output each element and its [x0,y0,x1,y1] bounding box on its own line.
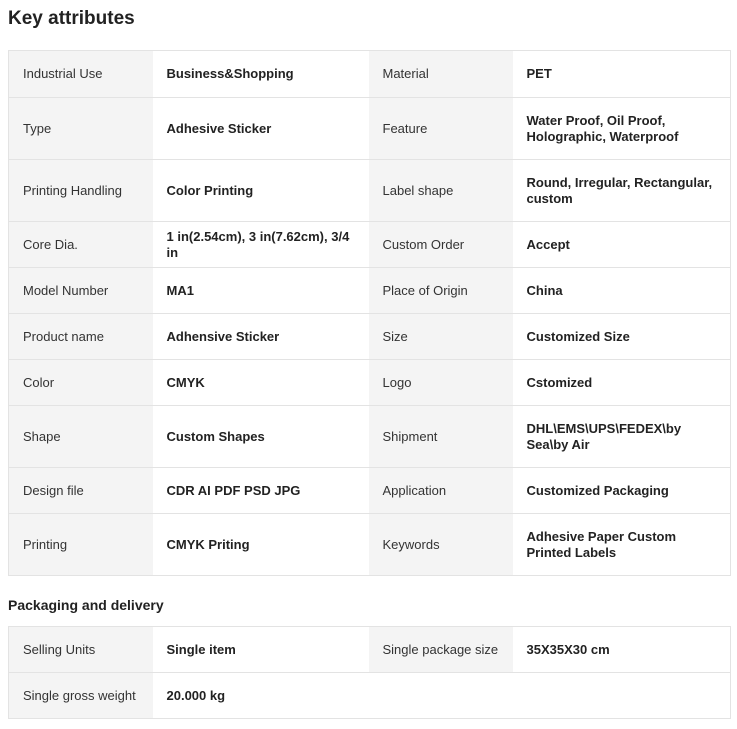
attribute-label: Custom Order [369,222,513,268]
attribute-value: Single item [153,627,369,673]
attribute-label: Color [9,360,153,406]
table-row [9,360,731,406]
attribute-value: Adhensive Sticker [153,314,369,360]
attribute-value: Cstomized [513,360,731,406]
attribute-value: Adhesive Paper Custom Printed Labels [513,514,731,576]
key-attributes-title: Key attributes [8,8,135,29]
attribute-label: Printing Handling [9,160,153,222]
table-row [9,673,731,719]
key-attributes-table [8,50,731,576]
table-row [9,468,731,514]
table-row [9,222,731,268]
attribute-label: Keywords [369,514,513,576]
attribute-value: Accept [513,222,731,268]
attribute-value: CMYK Priting [153,514,369,576]
attribute-value: Custom Shapes [153,406,369,468]
attribute-label: Printing [9,514,153,576]
attribute-label: Industrial Use [9,51,153,98]
attribute-value: Customized Packaging [513,468,731,514]
attribute-label: Label shape [369,160,513,222]
attribute-label: Type [9,98,153,160]
attribute-value: CMYK [153,360,369,406]
table-row [9,627,731,673]
attribute-label: Material [369,51,513,98]
empty-cell [369,673,731,719]
table-row [9,51,731,98]
table-row [9,268,731,314]
attribute-value: 20.000 kg [153,673,369,719]
attribute-value: CDR AI PDF PSD JPG [153,468,369,514]
attribute-value: 35X35X30 cm [513,627,731,673]
attribute-label: Logo [369,360,513,406]
table-row [9,514,731,576]
table-row [9,406,731,468]
attribute-label: Application [369,468,513,514]
attribute-value: Round, Irregular, Rectangular, custom [513,160,731,222]
attribute-value: PET [513,51,731,98]
attribute-value: Color Printing [153,160,369,222]
attribute-label: Feature [369,98,513,160]
attribute-value: Adhesive Sticker [153,98,369,160]
table-row [9,160,731,222]
attribute-value: Customized Size [513,314,731,360]
attribute-label: Place of Origin [369,268,513,314]
attribute-label: Design file [9,468,153,514]
attribute-label: Shape [9,406,153,468]
attribute-label: Single gross weight [9,673,153,719]
attribute-label: Model Number [9,268,153,314]
attribute-value: MA1 [153,268,369,314]
attribute-label: Core Dia. [9,222,153,268]
attribute-value: Business&Shopping [153,51,369,98]
attribute-label: Size [369,314,513,360]
attribute-label: Shipment [369,406,513,468]
table-row [9,98,731,160]
attribute-label: Single package size [369,627,513,673]
attribute-label: Selling Units [9,627,153,673]
packaging-delivery-title: Packaging and delivery [8,597,164,613]
attribute-label: Product name [9,314,153,360]
attribute-value: 1 in(2.54cm), 3 in(7.62cm), 3/4 in [153,222,369,268]
attribute-value: Water Proof, Oil Proof, Holographic, Waterproof [513,98,731,160]
table-row [9,314,731,360]
packaging-delivery-table [8,626,731,719]
attribute-value: DHL\EMS\UPS\FEDEX\by Sea\by Air [513,406,731,468]
attribute-value: China [513,268,731,314]
